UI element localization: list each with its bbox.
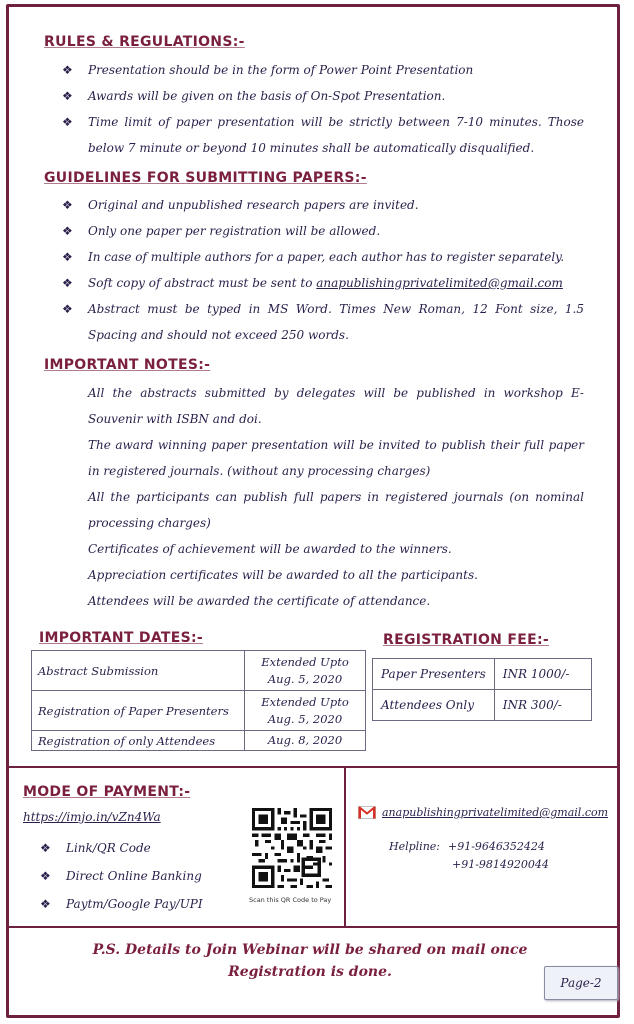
list-item: ❖ In case of multiple authors for a paper, each author has to register separately. [62,244,584,270]
diamond-bullet-icon: ❖ [40,869,51,883]
dates-table [31,650,366,751]
list-item: Certificates of achievement will be awarded to the winners. [88,542,452,556]
diamond-bullet-icon: ❖ [40,841,51,855]
table-row [373,690,592,721]
helpline-label: Helpline: [389,840,440,853]
table-row [32,731,366,751]
contact-email-row [358,806,608,819]
list-item: The award winning paper presentation will be invited to publish their full paper in registered journals. (without any processing charges) [88,438,584,478]
diamond-bullet-icon: ❖ [62,250,73,264]
date-label: Registration of Paper Presenters [32,691,245,731]
section-divider [9,766,617,768]
helpline-phone-1: +91-9646352424 [448,840,545,853]
list-item: ❖ Direct Online Banking [40,862,203,890]
diamond-bullet-icon: ❖ [62,276,73,290]
gmail-icon [358,806,376,819]
rules-heading: RULES & REGULATIONS:- [44,34,245,50]
fee-label: Paper Presenters [373,659,495,690]
date-label: Registration of only Attendees [32,731,245,751]
payment-heading: MODE OF PAYMENT:- [23,784,191,800]
diamond-bullet-icon: ❖ [62,198,73,212]
list-item: Appreciation certificates will be awarded to all the participants. [88,568,478,582]
diamond-bullet-icon: ❖ [62,302,73,316]
list-item: Attendees will be awarded the certificate of attendance. [88,594,431,608]
date-value: Aug. 8, 2020 [245,731,366,751]
list-item: ❖ Original and unpublished research papers are invited. [62,192,584,218]
helpline-phone-2: +91-9814920044 [452,858,549,871]
payment-methods [40,834,203,918]
section-divider [9,926,617,928]
rules-list [62,57,584,161]
fee-amount: INR 300/- [494,690,591,721]
date-value: Extended Upto Aug. 5, 2020 [245,651,366,691]
list-item: All the abstracts submitted by delegates will be published in workshop E-Souvenir with ISBN and doi. [88,386,584,426]
abstract-email-link[interactable]: anapublishingprivatelimited@gmail.com [316,276,563,290]
diamond-bullet-icon: ❖ [40,897,51,911]
list-item: ❖ Presentation should be in the form of Power Point Presentation [62,57,584,83]
fee-table [372,658,592,721]
list-item: ❖ Only one paper per registration will be allowed. [62,218,584,244]
page-number-badge: Page-2 [544,966,618,1000]
contact-email-link[interactable]: anapublishingprivatelimited@gmail.com [382,806,609,819]
list-item: ❖ Abstract must be typed in MS Word. Times New Roman, 12 Font size, 1.5 Spacing and should not exceed 250 words. [62,296,584,348]
notes-list [88,380,584,614]
fee-amount: INR 1000/- [494,659,591,690]
payment-link[interactable]: https://imjo.in/vZn4Wa [23,810,161,824]
list-item: ❖ Soft copy of abstract must be sent to anapublishingprivatelimited@gmail.com [62,270,584,296]
table-row [373,659,592,690]
qr-caption: Scan this QR Code to Pay [249,896,332,904]
list-item: ❖ Awards will be given on the basis of On-Spot Presentation. [62,83,584,109]
diamond-bullet-icon: ❖ [62,115,73,129]
diamond-bullet-icon: ❖ [62,89,73,103]
list-item: ❖ Link/QR Code [40,834,203,862]
guidelines-list [62,192,584,348]
list-item: ❖ Paytm/Google Pay/UPI [40,890,203,918]
fee-label: Attendees Only [373,690,495,721]
list-item: All the participants can publish full papers in registered journals (on nominal processing charges) [88,490,584,530]
diamond-bullet-icon: ❖ [62,224,73,238]
qr-code-icon[interactable] [252,808,332,888]
fee-heading: REGISTRATION FEE:- [383,632,549,648]
list-item: ❖ Time limit of paper presentation will be strictly between 7-10 minutes. Those below 7 minute or beyond 10 minutes shall be automatically disqualified. [62,109,584,161]
dates-heading: IMPORTANT DATES:- [39,630,203,646]
vertical-divider [344,768,346,926]
footer-note-line-2: Registration is done. [228,964,392,980]
table-row [32,691,366,731]
table-row [32,651,366,691]
guidelines-heading: GUIDELINES FOR SUBMITTING PAPERS:- [44,170,367,186]
footer-note-line-1: P.S. Details to Join Webinar will be shared on mail once [92,942,528,958]
date-value: Extended Upto Aug. 5, 2020 [245,691,366,731]
date-label: Abstract Submission [32,651,245,691]
notes-heading: IMPORTANT NOTES:- [44,357,211,373]
diamond-bullet-icon: ❖ [62,63,73,77]
